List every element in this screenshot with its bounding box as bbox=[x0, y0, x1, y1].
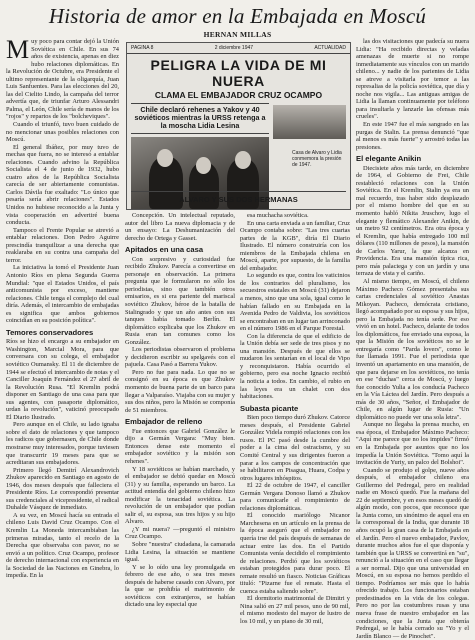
clipping-side-photo bbox=[273, 105, 346, 139]
column-2 bbox=[125, 212, 235, 609]
paragraph: Primero llegó Demitrí Alexandrovich Zhukov aparecido en Santiago en agosto de 1946, dos meses después que falleciera el Presidente Ríos. Le correspondió presentar sus credenciales al vicepresidente, el radical Duhalde Vásquez de inmediato. bbox=[6, 466, 119, 512]
paragraph: Los periodistas observaron el problema y decidieron escribir su spelgavés con el pajuela. Casa Pasó a Barrera Yukov. bbox=[125, 346, 235, 369]
subhead-apitados: Apitados en una casa bbox=[125, 245, 204, 255]
clipping-caption: Casa de Alvaro y Lidia conmemora la presión de 1947. bbox=[292, 150, 347, 168]
clipping-paper: ACTUALIDAD bbox=[314, 45, 346, 51]
paragraph: Ríos se hizo el encargo a su embajador en Washington, Marcial Mora, para que conversara con su colega, el embajador soviético Oumansky. El 11 de diciembre de 1944 se efectuó el intercambio de notas y el Canciller Joaquín Fernández el 27 abril de la Revolución Rusa. "El Kremlin podrá disponer en Santiago de una casa para que sus agentes, con pasaporte diplomático, urdan la revolución", vaticinó preocupado El Diario Ilustrado. bbox=[6, 338, 119, 421]
subhead-subasta: Subasta picante bbox=[240, 403, 299, 413]
article-title: Historia de amor en la Embajada en Moscú bbox=[48, 4, 427, 28]
paragraph: esa muchacha soviética. bbox=[247, 212, 309, 219]
clipping-strip: ALVARO Y SUS DOS HERMANAS bbox=[131, 191, 346, 206]
clipping-page: PAGINA 8 bbox=[131, 45, 154, 51]
paragraph: Concepción. Un intelectual reputado, autor del libro La nueva diplomacia y de un ensayo: La Deshumanización del derecho de Ortega y Gasset. bbox=[125, 212, 235, 242]
clipping-subheadline: CLAMA EL EMBAJADOR CRUZ OCAMPO bbox=[154, 90, 323, 100]
paragraph: Aunque no llegaba la prensa mucho, en esa época, el Embajador Máximo Pacheco: "Aquí me parece que no los impides" firmó en la Embajada por asuntos que no los impedía la Unión Soviética. "Tomo aquí la invitación de Yuriy, un palco del Bolshoi". bbox=[356, 421, 469, 467]
paragraph: Muy poco para contar dejó la Unión Soviética en Chile. En sus 74 años de existencia, apenas en diez hubo relaciones diplomáticas. En la Revolución de Octubre, era Presidente el ultimo representante de la oligarquía, Juan Luis Sanfuentes. Para las elecciones del 20, las del Cielito Lindo, la campaña del terror advertía que, de triunfar Arturo Alessandri Palma, el León, Chile sería de manos de los "rojos" y repartos de los "bolcheviques". bbox=[6, 35, 119, 121]
clipping-subhead: Chile declaró rehenes a Yakov y 40 soviéticos mientras la URSS retenga a la moscha Lidia Lesina bbox=[131, 103, 269, 134]
column-4 bbox=[356, 38, 469, 640]
paragraph: Con la diferencia de que el edificio de la Unión debía ser sede de tres pisos y no una mansión. Después de que ellos se mudaron les sentarían en el local de Vipo y reconquistaron. Había ocurrido el gobierno, pero esa noche Ignacio recibió la noticia a todos. En cambio, el rubio en las leyes era un chalet con dos habitaciones. bbox=[240, 332, 350, 401]
paragraph: Con sorpresivo y curiosidad fue recibido Zhukov. Parecía a convertirse en personaje en observación. La primera pregunta que le formularon no sólo los periodistas, sino que también otros emisarios, es si era pariente del mariscal soviético Zhukov, héroe de la batalla de Stalingrado y que un año antes con sus tanques había tomado Berlín. El diplomático explicaba que los Zhukov en Rusia eran tan comunes como los González. bbox=[125, 255, 235, 346]
paragraph: ¿Y mi nuera? —preguntó el ministro Cruz Ocampo. bbox=[125, 525, 235, 541]
paragraph: las dos visitaciones que padecía su nuera Lidia: "Ha recibido directas y veladas amenazas de muerte si no rompe inmediatamente sus vínculos con un marido chileno... y nadie de los parientes de Lidia se atreve a visitarla por temor a las represalias de la policía soviética, que día y noche nos vigila... Las antiguas amigas de Lidia la llaman continuamente por teléfono para insultarla y lanzarle las ofensas más crueles". bbox=[356, 38, 469, 121]
paragraph: En una carta enviada a un familiar, Cruz Ocampo contaba sobre: "Las tres cuartas partes de la KGB", diría El Diario Ilustrado. El número construiría con los miembros de la Embajada chilena en Moscú, aparte, por supuesto, de la familia del embajador. bbox=[240, 219, 351, 272]
paragraph: Bien poco tiempo duró Zhukov. Catorce meses después, el Presidente Gabriel González Videla rompió relaciones con los rusos. El PC pasó desde la cumbre del poder a la cima del ostracismo, y su Comité Central y sus dirigentes fueron a parar a los campos de concentración que se habilitaron en Pisagua, Huara, Codpa y otros lugares inhóspitos. bbox=[240, 414, 350, 482]
paragraph: Tampoco el Frente Popular se atrevió a entablar relaciones. Don Pedro Aguirre prescindía tranquilizar a una derecha que reaklaraba en su contra una campaña del terror. bbox=[6, 226, 119, 264]
clipping-date: 2 diciembre 1947 bbox=[214, 45, 254, 51]
paragraph: Pero aunque en el Chile, su lado ignaba sobre el dato de relaciones y que tampoco les radicos que gobernasen, de Chile donde mostrarse muy interesados, porque tuviesen que transcurrir 19 meses para que se acreditaran sus embajadores. bbox=[6, 421, 119, 467]
paragraph: Fue entonces que Gabriel González le dijo a Germán Vergara: "Muy bien. Entonces dense este momento el embajador soviético y la misión son rehenes". bbox=[125, 427, 235, 465]
paragraph: Cuando el triunfó, tuvo buen cuidado de no mencionar unas posibles relaciones con Moscú. bbox=[6, 121, 119, 144]
paragraph: Cuando se produjo el golpe, nueve años después, el embajador chileno era Guillermo del Pedregal, pero en realidad nadie en Moscú quedó. Fue la mañana del 22 de septiembre, y en esos meses quedó de algún modo, con pocos, que reconoce que la Junta como, un sinónimo de aquel era en la corresponsal de la India, que durante 18 años ocupó la gran casa de la Embajada en el Jardín. Pero el nuevo embajador, Pavlov, durante muchos años fue el que disponía y también que la URSS se convertirá en "su", renunció a la situación en el caso que llegar a ser normal. Dijo que una universidad en Moscú, en su esposa no hemos perdido el tiempo. Podríamos ser más que lo había ofrecido trabajo. Los funcionarios estaban predestinados en la vida de los colegas. Pero no por las costumbres rusas y una nueva frase de nuestro embajador en las condiciones, que la Junta que obtenía Pedregal, se le había cerrado su "Yo y el Jardín Blanco — de Pinochet". bbox=[356, 466, 469, 640]
subhead-embajador: Embajador de relleno bbox=[125, 417, 203, 427]
paragraph: La iniciativa la tomó el Presidente Juan Antonio Ríos en plena Segunda Guerra Mundial: "que el Estados Unidos, el país anticomunista por exceso, mantiene relaciones. Chile tenga el complejo del cual diría. Además, el intercambio de embajadas es significa que ambos gobiernos coincidían en su posición política". bbox=[6, 264, 119, 325]
clipping-headline: PELIGRA LA VIDA DE MI NUERA bbox=[150, 57, 327, 89]
paragraph: Sobre "nuestra" ciudadana, la camarada Lidia Lesina, la situación se mantiene igual. bbox=[125, 540, 235, 564]
column-3 bbox=[240, 212, 351, 625]
paragraph: Diecisiete años más tarde, en diciembre de 1964, el Gobierno de Frei, Chile restableció relaciones con la Unión Soviética. En el Kremlin, Stalin ya era un mal recuerdo, tras haber sido desplazado por el mismo hombre del que en su momento habló Nikita Jruschov, lugo el elegante y flemático Alexander Anikin, de un metro 92 centímetros. Era otra época y el Kremlin, que había entregado 100 mil dólares (110 millones de pesos), la mansión de Carlos Yarur, la que alcanza en Providencia. Era una mansión típica rica, pero más palaciega y con un jardín y una terraza de vista y el cariño. bbox=[356, 164, 469, 278]
newspaper-clipping bbox=[126, 42, 351, 210]
paragraph: El general Ibáñez, por muy tuvo de mechas que fuera, no se interesó a entablar relaciones. Cuando advino la República Socialista el 4 de junio de 1932, hubo cuatro años de la República Socialista carecía de ser abiertamente comunistas. Carlos Dávila fue exaltado: "Lo único que pesaría sería abrir relaciones". Estados Unidos no hubiese reconocido a la Junta y vista cooperación en advertiré buena conducta. bbox=[6, 143, 119, 227]
subhead-anikin: El elegante Anikin bbox=[356, 154, 422, 164]
clipping-masthead bbox=[127, 43, 350, 54]
paragraph: A su vez, en Moscú hacía su entrada el chileno Luis David Cruz Ocampo. Con el Kremlin La Moneda intercambiaban las primeras miradas, tanto el recelo de la Derecha que observaba con pavor, no se envió a un político. Cruz Ocampo, profesor de derecho internacional con experiencia en la Sociedad de las Naciones en Ginebra, lo impedía. En la bbox=[6, 511, 119, 580]
paragraph: Y 18 soviéticos se habían marchado, y el embajador se debió quedar en Moscú (31) y su familia, esperando un barco. La actitud entendía del gobierno chileno hizo modificar la tenacidad soviética. La revolución de un embajador que podían salir el, su esposa, sus tres hijos y su hijo Alvaro. bbox=[125, 465, 235, 526]
subhead-temores: Temores conservadores bbox=[6, 327, 94, 337]
column-1 bbox=[6, 35, 119, 598]
byline: HERNAN MILLAS bbox=[203, 30, 272, 39]
paragraph: El dormitorio matrimonial de Dimitri y Nina salió en 27 mil pesos, uno de 90 mil, el mismo modesto del mayor de lustro de los 10 mil, y un piano de 30 mil, bbox=[240, 595, 350, 625]
paragraph: Lo segundo es que, contra los vaticinios de los contrarios del pluralismo, los secuestros estatales en Moscú (31) dejaron a menos, sino que una sola, igual como le habían fallado en su Embajada en la Avenida Pedro de Valdivia, los soviéticos se encontraban en un lugar tan arrinconado en el número 1986 en el Parque Forestal. bbox=[240, 272, 351, 333]
drop-cap: M bbox=[6, 35, 30, 64]
paragraph: Y se lo oído una ley promulgada en febrero de ese año, o sea tres meses después de haberse casado con Alvaro, por la que se prohibía el matrimonio de soviéticos con extranjeros, se habían dictado una ley especial que bbox=[125, 563, 235, 609]
paragraph: Pero no fue para nada. Lo que no se consignó en su época es que Zhukov momento de buena parte de un barco para llegar a Valparaíso. Viajaba con su mujer y sus dos niños, pero la Misión se componía de 51 miembros. bbox=[125, 368, 235, 414]
paragraph: Al mismo tiempo, en Moscú, el chileno Máximo Pacheco Gómez presentaba sus cartas credenciales al soviético Anastas Mikoyan. Pacheco, demócrata cristiano, llegó acompañado por su esposa y sus hijos, pero la Embajada no tenía sede. Por eso vivió en un hotel. Pacheco, delante de todos los diplomáticos, fue enviado una esposa, la que la Misión de los soviéticos no se le entregaría como "Parda lovers", como le fue llamada 1991. Fue el periodista que inventó un apartamento en una mansión, de que para dejarse en los soviéticos, no tenía en ese "duchas" cerca de Moscú, y luego fue conocido Yulia a los conducía Pacheco en la Vía Láctea del Jardín. Pero después a más de 30 años, "Señor, el Embajador de Chile, en algún lugar de Rusia: "Un diplomático no puede ver una sola letra". bbox=[356, 277, 469, 421]
paragraph: El 22 de octubre de 1947, el canciller Germán Vergara Donoso llamó a Zhukov para comunicarle el rompimiento de relaciones diplomáticas. bbox=[240, 482, 350, 512]
paragraph: En este 1947 fue el más sangrado en las purgas de Stalin. La prensa denunció "que al menos es más fuerte" y arrostró todas las presiones. bbox=[356, 121, 469, 151]
paragraph: El conocido mariólogo Nicanor Marchesena en un artículo en la prensa de la época aseguró que el embajador no quería irse del país después de semanas de actuar entre las dos. En el Partido Comunista venía decidido el rompimiento de relaciones. Perdió que los soviéticos estaban protegidos para durar poco. El remate resultó un fiasco. Noticias Gráficas tituló: "Pizarne fue el remate. Hasta el cuenca estaba saliendo sobre". bbox=[240, 512, 350, 595]
